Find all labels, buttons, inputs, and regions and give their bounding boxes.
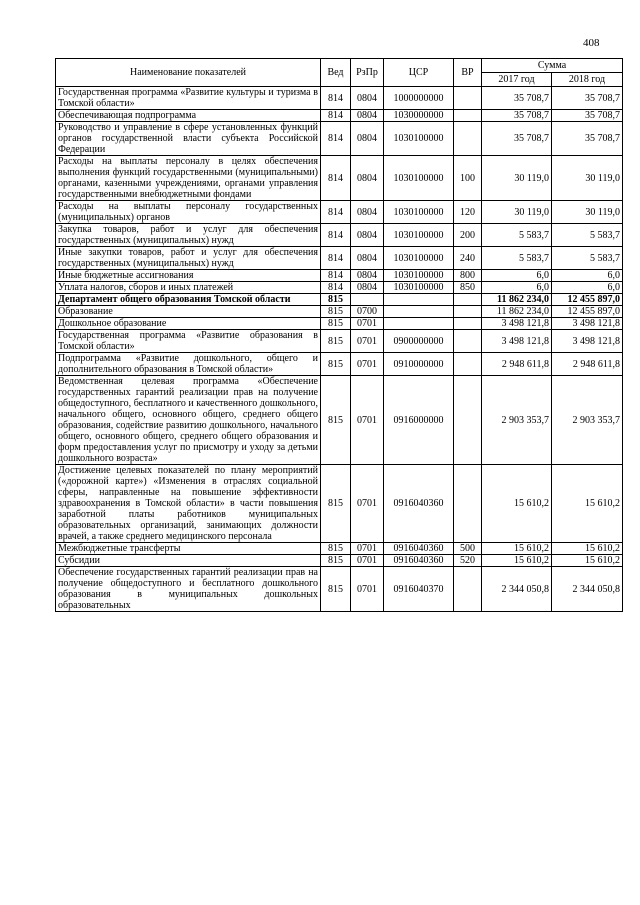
- cell-ved: 815: [321, 353, 351, 376]
- cell-rzpr: 0804: [351, 110, 384, 122]
- table-row: [56, 110, 623, 122]
- header-sum: Сумма: [482, 59, 623, 73]
- cell-name: Расходы на выплаты персоналу в целях обеспечения выполнения функций государственными (муниципальными) органами, казенными учреждениями, органами управления государственными внебюджетными фондами: [56, 156, 321, 201]
- header-ved: Вед: [321, 59, 351, 87]
- cell-csr: 1030100000: [384, 282, 454, 294]
- header-2017: 2017 год: [482, 73, 552, 87]
- cell-csr: [384, 318, 454, 330]
- cell-csr: [384, 306, 454, 318]
- cell-sum-2018: 12 455 897,0: [552, 306, 623, 318]
- cell-ved: 815: [321, 376, 351, 465]
- cell-rzpr: 0804: [351, 87, 384, 110]
- cell-rzpr: 0701: [351, 376, 384, 465]
- table-row: [56, 306, 623, 318]
- cell-rzpr: 0804: [351, 156, 384, 201]
- cell-sum-2018: 3 498 121,8: [552, 318, 623, 330]
- cell-sum-2018: 6,0: [552, 270, 623, 282]
- table-row: [56, 465, 623, 543]
- cell-name: Закупка товаров, работ и услуг для обеспечения государственных (муниципальных) нужд: [56, 224, 321, 247]
- header-csr: ЦСР: [384, 59, 454, 87]
- cell-sum-2017: 2 903 353,7: [482, 376, 552, 465]
- cell-csr: 0916040370: [384, 567, 454, 612]
- cell-vr: 200: [454, 224, 482, 247]
- cell-vr: 240: [454, 247, 482, 270]
- cell-ved: 814: [321, 247, 351, 270]
- cell-vr: [454, 306, 482, 318]
- cell-sum-2018: 2 903 353,7: [552, 376, 623, 465]
- cell-sum-2017: 30 119,0: [482, 201, 552, 224]
- cell-csr: 1030100000: [384, 201, 454, 224]
- table-row: [56, 294, 623, 306]
- table-row: [56, 376, 623, 465]
- cell-ved: 815: [321, 567, 351, 612]
- cell-vr: 500: [454, 543, 482, 555]
- cell-sum-2017: 3 498 121,8: [482, 318, 552, 330]
- cell-sum-2017: 11 862 234,0: [482, 306, 552, 318]
- cell-sum-2018: 12 455 897,0: [552, 294, 623, 306]
- cell-rzpr: 0804: [351, 270, 384, 282]
- table-row: [56, 567, 623, 612]
- cell-csr: [384, 294, 454, 306]
- cell-sum-2018: 15 610,2: [552, 555, 623, 567]
- header-rzpr: РзПр: [351, 59, 384, 87]
- cell-ved: 814: [321, 282, 351, 294]
- cell-vr: [454, 318, 482, 330]
- cell-sum-2018: 15 610,2: [552, 543, 623, 555]
- cell-rzpr: 0701: [351, 465, 384, 543]
- cell-vr: [454, 465, 482, 543]
- budget-table: [55, 58, 623, 612]
- cell-vr: [454, 110, 482, 122]
- cell-ved: 814: [321, 270, 351, 282]
- cell-csr: 1030100000: [384, 270, 454, 282]
- cell-sum-2017: 15 610,2: [482, 543, 552, 555]
- cell-sum-2017: 30 119,0: [482, 156, 552, 201]
- cell-ved: 814: [321, 87, 351, 110]
- cell-sum-2018: 30 119,0: [552, 156, 623, 201]
- cell-ved: 814: [321, 110, 351, 122]
- cell-ved: 814: [321, 156, 351, 201]
- cell-csr: 1030000000: [384, 110, 454, 122]
- cell-rzpr: 0701: [351, 318, 384, 330]
- table-row: [56, 270, 623, 282]
- cell-csr: 1030100000: [384, 122, 454, 156]
- cell-name: Расходы на выплаты персоналу государственных (муниципальных) органов: [56, 201, 321, 224]
- cell-vr: [454, 330, 482, 353]
- cell-name: Руководство и управление в сфере установленных функций органов государственной власти субъекта Российской Федерации: [56, 122, 321, 156]
- cell-rzpr: 0700: [351, 306, 384, 318]
- cell-sum-2017: 35 708,7: [482, 110, 552, 122]
- cell-rzpr: 0701: [351, 330, 384, 353]
- cell-vr: 850: [454, 282, 482, 294]
- cell-sum-2018: 2 948 611,8: [552, 353, 623, 376]
- cell-sum-2017: 3 498 121,8: [482, 330, 552, 353]
- cell-csr: 1030100000: [384, 156, 454, 201]
- cell-name: Государственная программа «Развитие культуры и туризма в Томской области»: [56, 87, 321, 110]
- cell-csr: 0900000000: [384, 330, 454, 353]
- cell-sum-2017: 5 583,7: [482, 247, 552, 270]
- cell-rzpr: 0701: [351, 567, 384, 612]
- cell-ved: 815: [321, 543, 351, 555]
- cell-sum-2017: 35 708,7: [482, 122, 552, 156]
- cell-ved: 814: [321, 224, 351, 247]
- cell-rzpr: 0701: [351, 555, 384, 567]
- cell-ved: 815: [321, 465, 351, 543]
- table-row: [56, 224, 623, 247]
- cell-name: Межбюджетные трансферты: [56, 543, 321, 555]
- cell-vr: [454, 87, 482, 110]
- cell-vr: [454, 376, 482, 465]
- cell-name: Дошкольное образование: [56, 318, 321, 330]
- cell-name: Обеспечивающая подпрограмма: [56, 110, 321, 122]
- table-row: [56, 555, 623, 567]
- table-row: [56, 156, 623, 201]
- cell-sum-2017: 11 862 234,0: [482, 294, 552, 306]
- cell-sum-2017: 2 344 050,8: [482, 567, 552, 612]
- cell-csr: 1030100000: [384, 247, 454, 270]
- cell-rzpr: 0804: [351, 247, 384, 270]
- cell-name: Департамент общего образования Томской области: [56, 294, 321, 306]
- cell-csr: 1030100000: [384, 224, 454, 247]
- cell-vr: 120: [454, 201, 482, 224]
- cell-sum-2018: 15 610,2: [552, 465, 623, 543]
- cell-name: Подпрограмма «Развитие дошкольного, общего и дополнительного образования в Томской области»: [56, 353, 321, 376]
- table-row: [56, 282, 623, 294]
- cell-rzpr: 0804: [351, 224, 384, 247]
- cell-sum-2017: 35 708,7: [482, 87, 552, 110]
- cell-vr: 800: [454, 270, 482, 282]
- cell-csr: 0910000000: [384, 353, 454, 376]
- table-row: [56, 87, 623, 110]
- cell-vr: [454, 122, 482, 156]
- table-row: [56, 330, 623, 353]
- table-row: [56, 201, 623, 224]
- cell-csr: 1000000000: [384, 87, 454, 110]
- cell-name: Обеспечение государственных гарантий реализации прав на получение общедоступного и бесплатного дошкольного образования в муниципальных дошкольных образовательных: [56, 567, 321, 612]
- cell-name: Уплата налогов, сборов и иных платежей: [56, 282, 321, 294]
- cell-sum-2018: 30 119,0: [552, 201, 623, 224]
- cell-vr: [454, 353, 482, 376]
- cell-name: Достижение целевых показателей по плану мероприятий («дорожной карте») «Изменения в отраслях социальной сферы, направленные на повышение эффективности здравоохранения в Томской области» в части повышения заработной платы работников муниципальных образовательных организаций, занимающих должности врачей, а также среднего медицинского персонала: [56, 465, 321, 543]
- cell-sum-2018: 35 708,7: [552, 122, 623, 156]
- table-row: [56, 122, 623, 156]
- cell-sum-2017: 2 948 611,8: [482, 353, 552, 376]
- cell-rzpr: 0804: [351, 122, 384, 156]
- cell-ved: 815: [321, 294, 351, 306]
- cell-name: Государственная программа «Развитие образования в Томской области»: [56, 330, 321, 353]
- table-row: [56, 543, 623, 555]
- cell-rzpr: 0804: [351, 201, 384, 224]
- cell-name: Субсидии: [56, 555, 321, 567]
- cell-sum-2018: 3 498 121,8: [552, 330, 623, 353]
- header-name: Наименование показателей: [56, 59, 321, 87]
- cell-csr: 0916040360: [384, 465, 454, 543]
- cell-ved: 814: [321, 122, 351, 156]
- cell-rzpr: [351, 294, 384, 306]
- cell-sum-2017: 6,0: [482, 282, 552, 294]
- cell-sum-2017: 5 583,7: [482, 224, 552, 247]
- table-row: [56, 247, 623, 270]
- cell-sum-2018: 2 344 050,8: [552, 567, 623, 612]
- cell-ved: 815: [321, 330, 351, 353]
- header-2018: 2018 год: [552, 73, 623, 87]
- cell-sum-2018: 35 708,7: [552, 110, 623, 122]
- cell-ved: 815: [321, 555, 351, 567]
- cell-sum-2018: 5 583,7: [552, 247, 623, 270]
- cell-csr: 0916040360: [384, 555, 454, 567]
- cell-rzpr: 0701: [351, 543, 384, 555]
- cell-ved: 814: [321, 201, 351, 224]
- cell-name: Ведомственная целевая программа «Обеспечение государственных гарантий реализации прав на получение общедоступного, бесплатного и качественного дошкольного, начального общего, основного общего, среднего общего образования, содействие развитию дошкольного, начального общего, основного общего, среднего общего образования и форм предоставления услуг по присмотру и уходу за детьми дошкольного возраста»: [56, 376, 321, 465]
- cell-name: Иные бюджетные ассигнования: [56, 270, 321, 282]
- cell-name: Иные закупки товаров, работ и услуг для обеспечения государственных (муниципальных) нужд: [56, 247, 321, 270]
- cell-vr: 100: [454, 156, 482, 201]
- cell-name: Образование: [56, 306, 321, 318]
- cell-sum-2017: 15 610,2: [482, 465, 552, 543]
- cell-rzpr: 0804: [351, 282, 384, 294]
- cell-vr: 520: [454, 555, 482, 567]
- table-row: [56, 353, 623, 376]
- cell-vr: [454, 567, 482, 612]
- page-number: 408: [583, 37, 600, 49]
- cell-ved: 815: [321, 318, 351, 330]
- cell-ved: 815: [321, 306, 351, 318]
- table-row: [56, 318, 623, 330]
- header-vr: ВР: [454, 59, 482, 87]
- cell-rzpr: 0701: [351, 353, 384, 376]
- cell-sum-2017: 6,0: [482, 270, 552, 282]
- cell-sum-2018: 5 583,7: [552, 224, 623, 247]
- cell-csr: 0916000000: [384, 376, 454, 465]
- cell-csr: 0916040360: [384, 543, 454, 555]
- cell-vr: [454, 294, 482, 306]
- cell-sum-2017: 15 610,2: [482, 555, 552, 567]
- cell-sum-2018: 6,0: [552, 282, 623, 294]
- cell-sum-2018: 35 708,7: [552, 87, 623, 110]
